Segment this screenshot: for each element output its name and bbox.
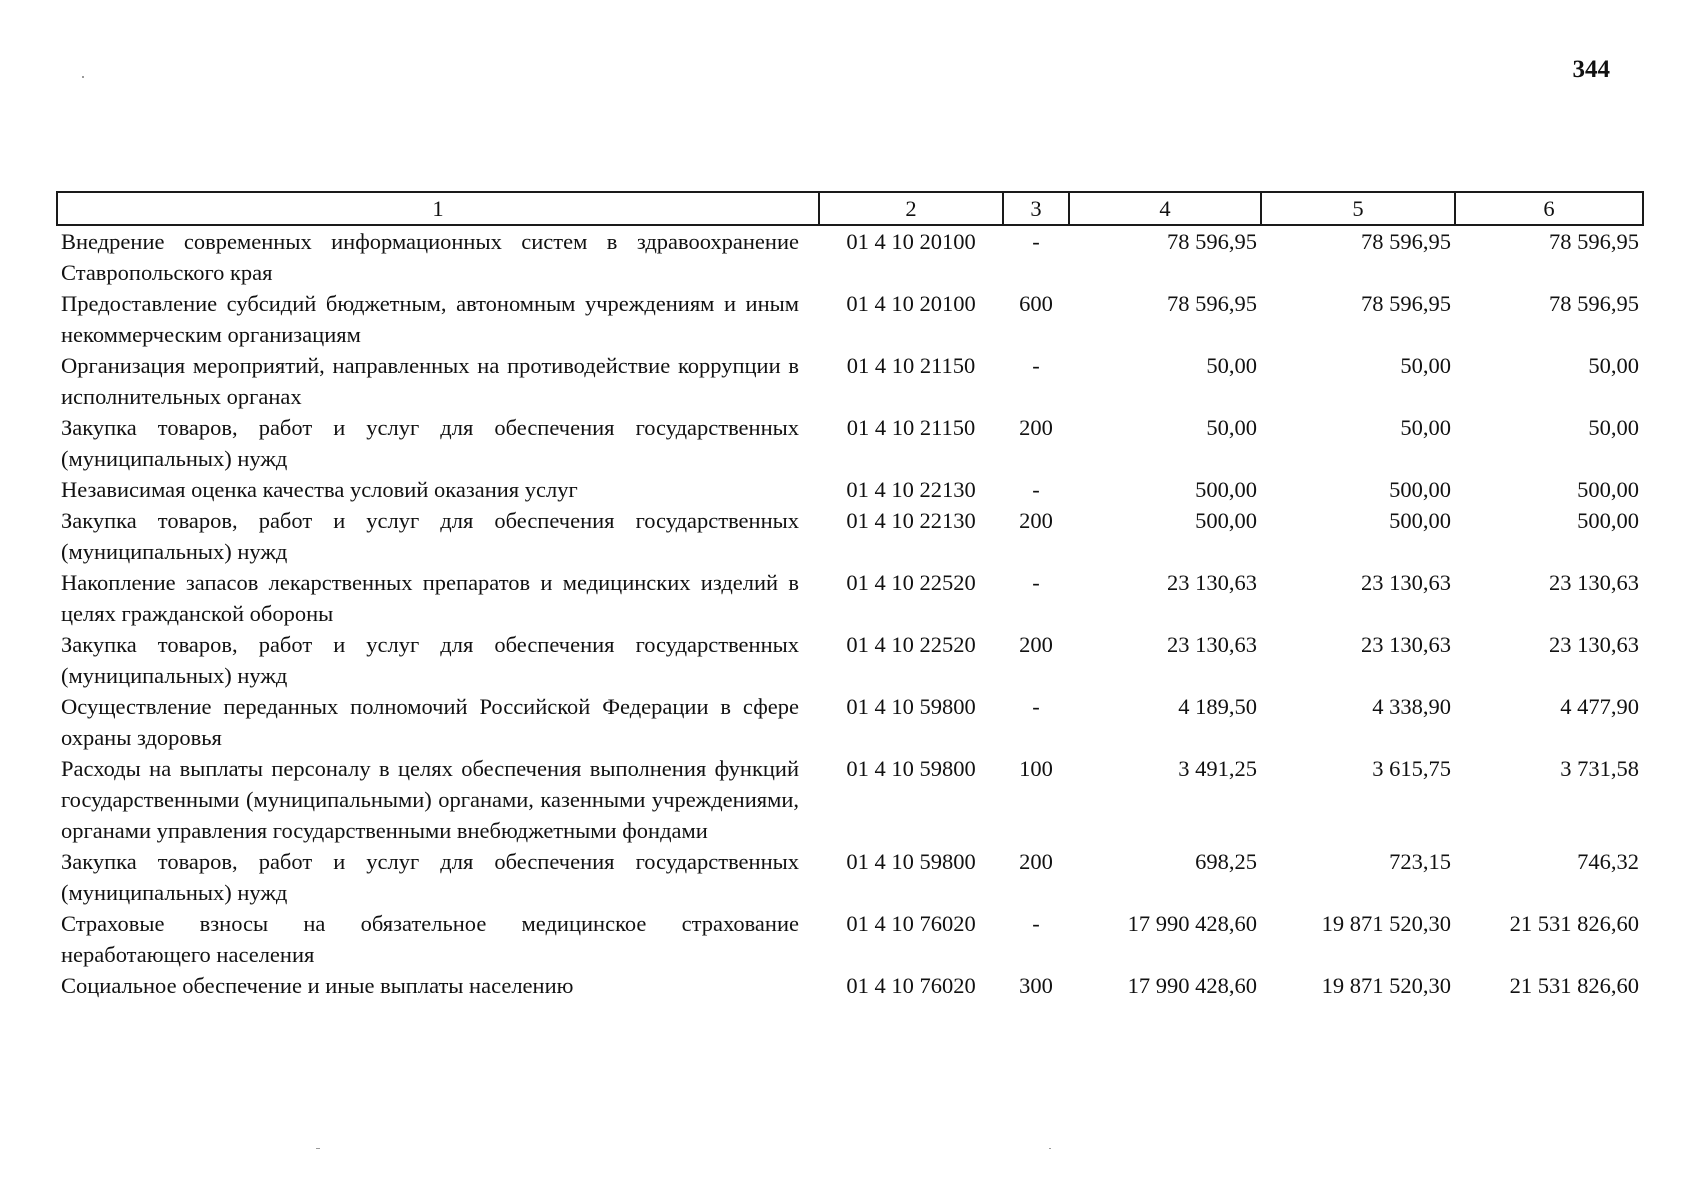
expense-type: 100 xyxy=(1019,756,1053,781)
expense-name: Страховые взносы на обязательное медицинское страхование неработающего населения xyxy=(61,911,799,967)
amount-col-5: 723,15 xyxy=(1389,849,1451,874)
table-row xyxy=(57,691,1643,753)
expense-name: Закупка товаров, работ и услуг для обеспечения государственных (муниципальных) нужд xyxy=(61,508,799,564)
amount-col-6: 50,00 xyxy=(1588,353,1639,378)
target-code: 01 4 10 76020 xyxy=(846,973,976,998)
table-row xyxy=(57,505,1643,567)
target-code: 01 4 10 22130 xyxy=(846,508,976,533)
amount-col-6: 500,00 xyxy=(1577,508,1639,533)
target-code: 01 4 10 76020 xyxy=(846,911,976,936)
amount-col-5: 78 596,95 xyxy=(1361,291,1451,316)
amount-col-5: 50,00 xyxy=(1400,353,1451,378)
expense-type: - xyxy=(1032,694,1040,719)
table-row xyxy=(57,350,1643,412)
target-code: 01 4 10 21150 xyxy=(846,415,976,440)
amount-col-5: 23 130,63 xyxy=(1361,632,1451,657)
target-code: 01 4 10 21150 xyxy=(846,353,976,378)
expense-type: - xyxy=(1032,570,1040,595)
amount-col-4: 23 130,63 xyxy=(1167,570,1257,595)
table-row xyxy=(57,970,1643,1001)
table-row xyxy=(57,412,1643,474)
table-row xyxy=(57,474,1643,505)
expense-type: 200 xyxy=(1019,508,1053,533)
header-col-3: 3 xyxy=(1003,192,1069,225)
table-header-row xyxy=(57,192,1643,225)
table-row xyxy=(57,908,1643,970)
amount-col-6: 78 596,95 xyxy=(1549,291,1639,316)
amount-col-6: 23 130,63 xyxy=(1549,570,1639,595)
budget-table xyxy=(56,191,1644,1001)
target-code: 01 4 10 22520 xyxy=(846,570,976,595)
expense-name: Независимая оценка качества условий оказания услуг xyxy=(61,477,578,502)
amount-col-5: 3 615,75 xyxy=(1372,756,1451,781)
expense-type: 200 xyxy=(1019,849,1053,874)
target-code: 01 4 10 22520 xyxy=(846,632,976,657)
expense-name: Организация мероприятий, направленных на противодействие коррупции в исполнительных органах xyxy=(61,353,799,409)
table-row xyxy=(57,846,1643,908)
header-col-6: 6 xyxy=(1455,192,1643,225)
amount-col-4: 78 596,95 xyxy=(1167,229,1257,254)
target-code: 01 4 10 59800 xyxy=(846,849,976,874)
table-row xyxy=(57,567,1643,629)
target-code: 01 4 10 59800 xyxy=(846,756,976,781)
amount-col-4: 23 130,63 xyxy=(1167,632,1257,657)
amount-col-5: 4 338,90 xyxy=(1372,694,1451,719)
header-col-5: 5 xyxy=(1261,192,1455,225)
amount-col-4: 500,00 xyxy=(1195,477,1257,502)
expense-type: 600 xyxy=(1019,291,1053,316)
expense-name: Предоставление субсидий бюджетным, автономным учреждениям и иным некоммерческим организациям xyxy=(61,291,799,347)
amount-col-4: 500,00 xyxy=(1195,508,1257,533)
target-code: 01 4 10 22130 xyxy=(846,477,976,502)
target-code: 01 4 10 20100 xyxy=(846,291,976,316)
scan-speck xyxy=(82,76,84,78)
amount-col-4: 50,00 xyxy=(1206,353,1257,378)
amount-col-4: 50,00 xyxy=(1206,415,1257,440)
amount-col-4: 4 189,50 xyxy=(1178,694,1257,719)
amount-col-5: 19 871 520,30 xyxy=(1321,973,1451,998)
page-number: 344 xyxy=(1572,56,1610,83)
table-row xyxy=(57,629,1643,691)
amount-col-6: 3 731,58 xyxy=(1560,756,1639,781)
header-col-1: 1 xyxy=(57,192,819,225)
amount-col-5: 23 130,63 xyxy=(1361,570,1451,595)
amount-col-6: 21 531 826,60 xyxy=(1509,973,1639,998)
amount-col-4: 3 491,25 xyxy=(1178,756,1257,781)
amount-col-5: 500,00 xyxy=(1389,508,1451,533)
expense-type: - xyxy=(1032,229,1040,254)
expense-type: 300 xyxy=(1019,973,1053,998)
target-code: 01 4 10 59800 xyxy=(846,694,976,719)
expense-name: Закупка товаров, работ и услуг для обеспечения государственных (муниципальных) нужд xyxy=(61,632,799,688)
amount-col-6: 4 477,90 xyxy=(1560,694,1639,719)
amount-col-6: 21 531 826,60 xyxy=(1509,911,1639,936)
expense-name: Осуществление переданных полномочий Российской Федерации в сфере охраны здоровья xyxy=(61,694,799,750)
expense-name: Закупка товаров, работ и услуг для обеспечения государственных (муниципальных) нужд xyxy=(61,415,799,471)
table-row xyxy=(57,753,1643,846)
amount-col-6: 50,00 xyxy=(1588,415,1639,440)
expense-type: 200 xyxy=(1019,632,1053,657)
expense-name: Закупка товаров, работ и услуг для обеспечения государственных (муниципальных) нужд xyxy=(61,849,799,905)
expense-type: - xyxy=(1032,353,1040,378)
expense-name: Социальное обеспечение и иные выплаты населению xyxy=(61,973,574,998)
expense-name: Накопление запасов лекарственных препаратов и медицинских изделий в целях гражданской обороны xyxy=(61,570,799,626)
table-row xyxy=(57,225,1643,288)
expense-type: - xyxy=(1032,911,1040,936)
amount-col-5: 19 871 520,30 xyxy=(1321,911,1451,936)
header-col-4: 4 xyxy=(1069,192,1261,225)
header-col-2: 2 xyxy=(819,192,1003,225)
expense-type: 200 xyxy=(1019,415,1053,440)
table-row xyxy=(57,288,1643,350)
amount-col-5: 50,00 xyxy=(1400,415,1451,440)
expense-type: - xyxy=(1032,477,1040,502)
expense-name: Внедрение современных информационных систем в здравоохранение Ставропольского края xyxy=(61,229,799,285)
amount-col-4: 78 596,95 xyxy=(1167,291,1257,316)
amount-col-5: 500,00 xyxy=(1389,477,1451,502)
amount-col-6: 500,00 xyxy=(1577,477,1639,502)
expense-name: Расходы на выплаты персоналу в целях обеспечения выполнения функций государственными (муниципальными) органами, казенными учреждениями, органами управления государственными внебюджетными фондами xyxy=(61,756,799,843)
target-code: 01 4 10 20100 xyxy=(846,229,976,254)
amount-col-4: 17 990 428,60 xyxy=(1127,911,1257,936)
amount-col-5: 78 596,95 xyxy=(1361,229,1451,254)
amount-col-4: 698,25 xyxy=(1195,849,1257,874)
scan-speck xyxy=(1049,1148,1051,1149)
amount-col-6: 746,32 xyxy=(1577,849,1639,874)
amount-col-6: 23 130,63 xyxy=(1549,632,1639,657)
amount-col-4: 17 990 428,60 xyxy=(1127,973,1257,998)
scan-speck xyxy=(316,1148,320,1149)
amount-col-6: 78 596,95 xyxy=(1549,229,1639,254)
